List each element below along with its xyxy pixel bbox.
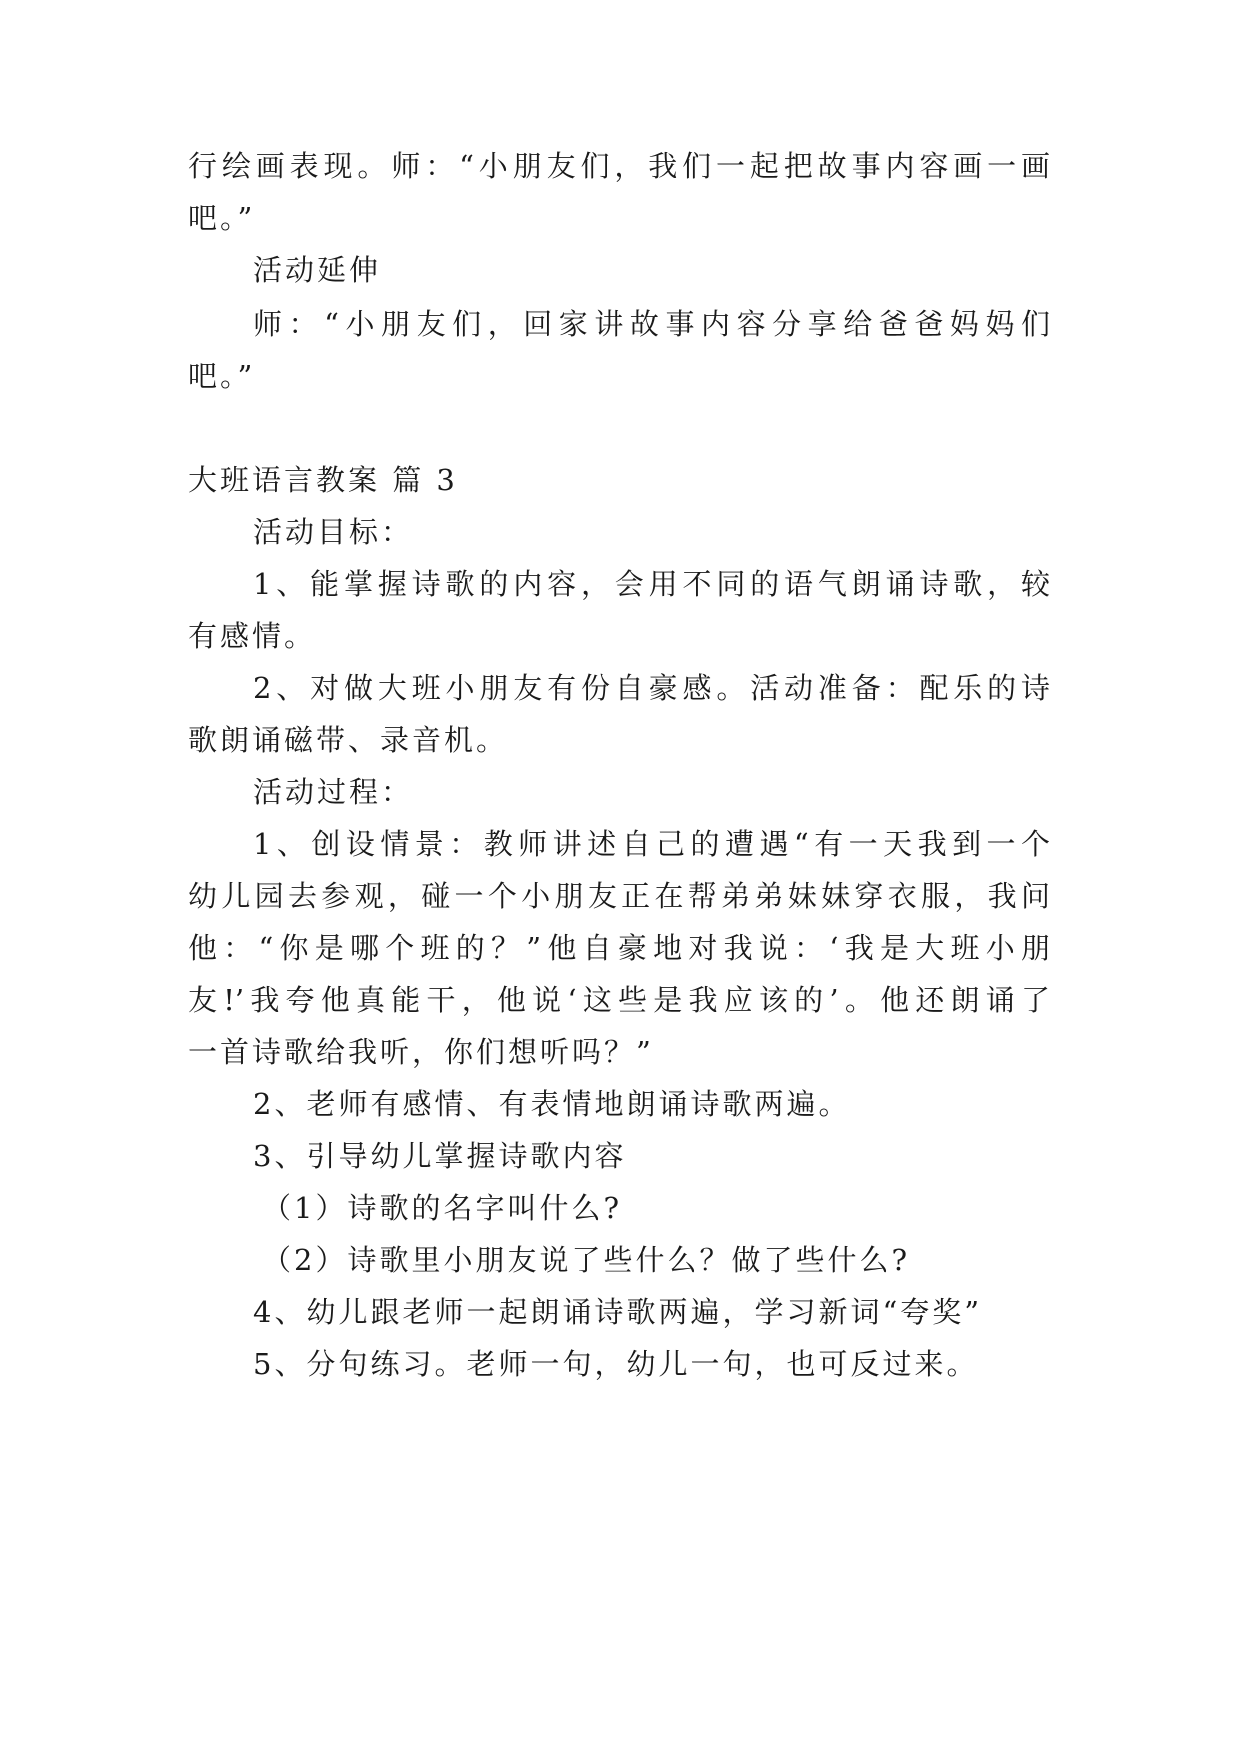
- section-heading: 活动过程：: [253, 775, 414, 809]
- paragraph-line: 友!’我夸他真能干，他说‘这些是我应该的’。他还朗诵了: [188, 983, 1050, 1017]
- paragraph-line: 师：“小朋友们，回家讲故事内容分享给爸爸妈妈们: [253, 307, 1050, 341]
- list-item: 3、引导幼儿掌握诗歌内容: [253, 1139, 627, 1173]
- paragraph-line: 2、对做大班小朋友有份自豪感。活动准备：配乐的诗: [253, 671, 1050, 705]
- paragraph-line: 他：“你是哪个班的？”他自豪地对我说：‘我是大班小朋: [188, 931, 1050, 965]
- list-item: 5、分句练习。老师一句，幼儿一句，也可反过来。: [253, 1347, 979, 1381]
- section-heading: 活动目标：: [253, 515, 414, 549]
- section-heading: 活动延伸: [253, 253, 382, 287]
- document-title: 大班语言教案 篇 3: [188, 463, 458, 497]
- paragraph-line: 有感情。: [188, 619, 317, 653]
- paragraph-line: 吧。”: [188, 359, 256, 393]
- sub-list-item: （2）诗歌里小朋友说了些什么？做了些什么?: [262, 1243, 910, 1277]
- list-item: 2、老师有感情、有表情地朗诵诗歌两遍。: [253, 1087, 851, 1121]
- list-item: 4、幼儿跟老师一起朗诵诗歌两遍，学习新词“夸奖”: [253, 1295, 983, 1329]
- paragraph-line: 幼儿园去参观，碰一个小朋友正在帮弟弟妹妹穿衣服，我问: [188, 879, 1050, 913]
- paragraph-line: 行绘画表现。师：“小朋友们，我们一起把故事内容画一画: [188, 149, 1050, 183]
- paragraph-line: 一首诗歌给我听，你们想听吗？”: [188, 1035, 654, 1069]
- paragraph-line: 吧。”: [188, 201, 256, 235]
- paragraph-line: 1、创设情景：教师讲述自己的遭遇“有一天我到一个: [253, 827, 1050, 861]
- paragraph-line: 1、能掌握诗歌的内容，会用不同的语气朗诵诗歌，较: [253, 567, 1050, 601]
- paragraph-line: 歌朗诵磁带、录音机。: [188, 723, 509, 757]
- sub-list-item: （1）诗歌的名字叫什么?: [262, 1191, 622, 1225]
